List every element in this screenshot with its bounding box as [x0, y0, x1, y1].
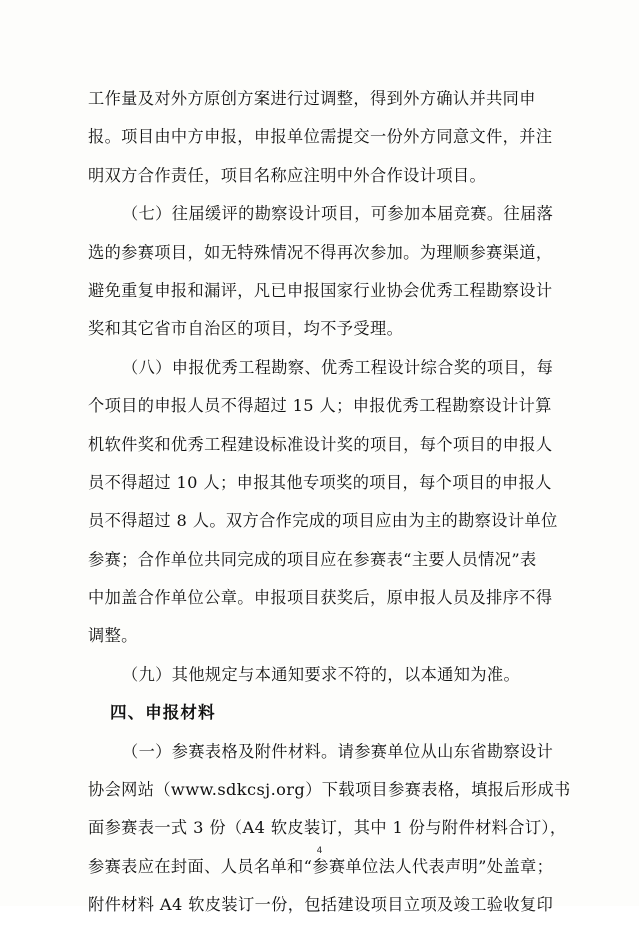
text-line: 员不得超过 10 人；申报其他专项奖的项目，每个项目的申报人	[88, 472, 552, 492]
document-body	[88, 80, 574, 925]
text-line: 避免重复申报和漏评，凡已申报国家行业协会优秀工程勘察设计	[88, 280, 553, 300]
paragraph-first-line: （一）参赛表格及附件材料。请参赛单位从山东省勘察设计	[122, 741, 554, 761]
text-line: 协会网站（www.sdkcsj.org）下载项目参赛表格，填报后形成书	[88, 780, 571, 800]
text-line: 参赛；合作单位共同完成的项目应在参赛表“主要人员情况”表	[88, 549, 537, 569]
text-line: 参赛表应在封面、人员名单和“参赛单位法人代表声明”处盖章；	[88, 856, 554, 876]
paragraph-first-line: （七）往届缓评的勘察设计项目，可参加本届竞赛。往届落	[122, 204, 554, 224]
paragraph-first-line: （九）其他规定与本通知要求不符的，以本通知为准。	[122, 664, 521, 684]
text-line: 员不得超过 8 人。双方合作完成的项目应由为主的勘察设计单位	[88, 511, 558, 531]
text-line: 调整。	[88, 626, 138, 646]
text-line: 中加盖合作单位公章。申报项目获奖后，原申报人员及排序不得	[88, 588, 553, 608]
text-line: 附件材料 A4 软皮装订一份，包括建设项目立项及竣工验收复印	[88, 895, 554, 915]
page-number: 4	[316, 846, 323, 856]
text-line: 选的参赛项目，如无特殊情况不得再次参加。为理顺参赛渠道，	[88, 242, 553, 262]
text-line: 个项目的申报人员不得超过 15 人；申报优秀工程勘察设计计算	[88, 396, 552, 416]
text-line: 明双方合作责任，项目名称应注明中外合作设计项目。	[88, 165, 487, 185]
text-line: 报。项目由中方申报，申报单位需提交一份外方同意文件，并注	[88, 127, 553, 147]
text-line: 工作量及对外方原创方案进行过调整，得到外方确认并共同申	[88, 89, 536, 108]
paragraph-first-line: （八）申报优秀工程勘察、优秀工程设计综合奖的项目，每	[122, 357, 554, 377]
text-line: 奖和其它省市自治区的项目，均不予受理。	[88, 319, 404, 339]
text-line: 机软件奖和优秀工程建设标准设计奖的项目，每个项目的申报人	[88, 434, 553, 454]
text-line: 面参赛表一式 3 份（A4 软皮装订，其中 1 份与附件材料合订），	[88, 818, 567, 838]
section-heading: 四、申报材料	[110, 703, 216, 723]
